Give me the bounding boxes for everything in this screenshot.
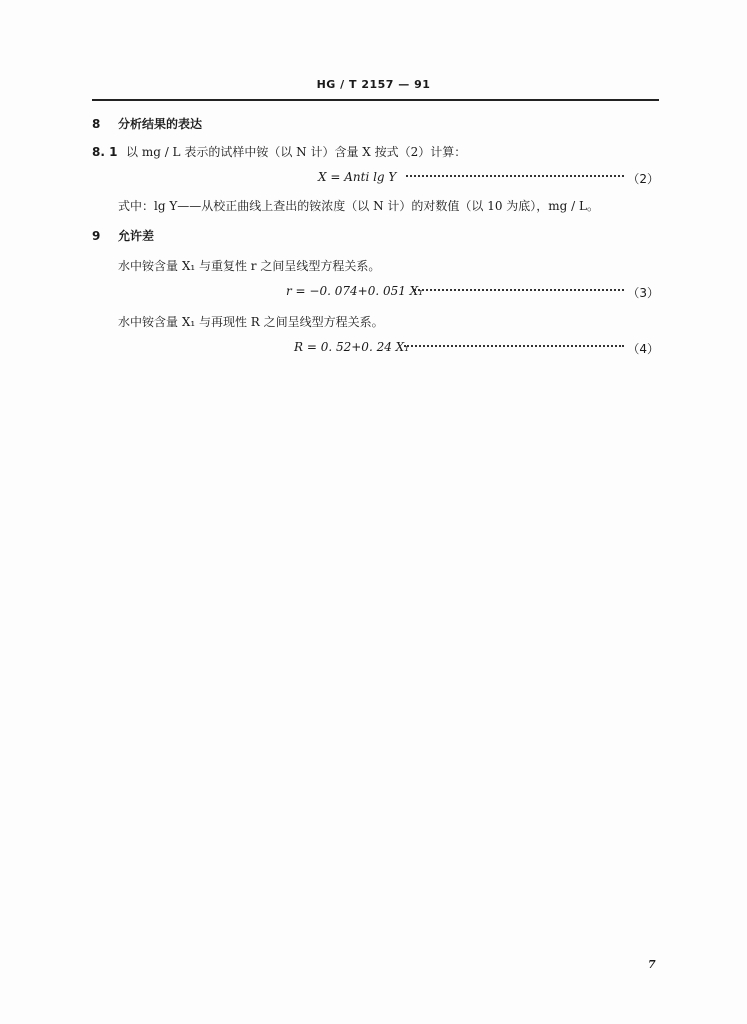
standard-code-header: HG / T 2157 — 91 xyxy=(316,78,431,91)
equation-4-leader-dots xyxy=(404,345,624,347)
equation-2-label: （2） xyxy=(627,172,659,186)
section-8-heading xyxy=(92,116,202,132)
equation-3-label: （3） xyxy=(627,286,659,300)
equation-4-label: （4） xyxy=(627,342,659,356)
reproducibility-text: 水中铵含量 X₁ 与再现性 R 之间呈线型方程关系。 xyxy=(118,315,384,329)
equation-2 xyxy=(92,170,659,186)
equation-2-expression: X = Anti lg Y xyxy=(318,170,397,184)
page-number: 7 xyxy=(648,958,656,971)
equation-4 xyxy=(92,340,659,356)
equation-2-leader-dots xyxy=(406,175,624,177)
section-8-number: 8 xyxy=(92,117,101,131)
section-9-heading xyxy=(92,228,154,244)
equation-4-expression: R = 0. 52+0. 24 X₁ xyxy=(294,340,410,354)
repeatability-text: 水中铵含量 X₁ 与重复性 r 之间呈线型方程关系。 xyxy=(118,259,381,273)
equation-3-leader-dots xyxy=(414,289,624,291)
section-8-title: 分析结果的表达 xyxy=(118,117,203,131)
header-rule xyxy=(92,99,659,101)
section-9-title: 允许差 xyxy=(118,229,155,243)
variable-explanation: 式中：lg Y——从校正曲线上查出的铵浓度（以 N 计）的对数值（以 10 为底），mg / L。 xyxy=(118,199,599,213)
section-8-1-number: 8. 1 xyxy=(92,145,118,159)
equation-3 xyxy=(92,284,659,300)
section-8-1-paragraph xyxy=(92,144,466,160)
section-9-number: 9 xyxy=(92,229,101,243)
equation-3-expression: r = −0. 074+0. 051 X₁ xyxy=(286,284,424,298)
section-8-1-text: 以 mg / L 表示的试样中铵（以 N 计）含量 X 按式（2）计算： xyxy=(126,145,467,159)
